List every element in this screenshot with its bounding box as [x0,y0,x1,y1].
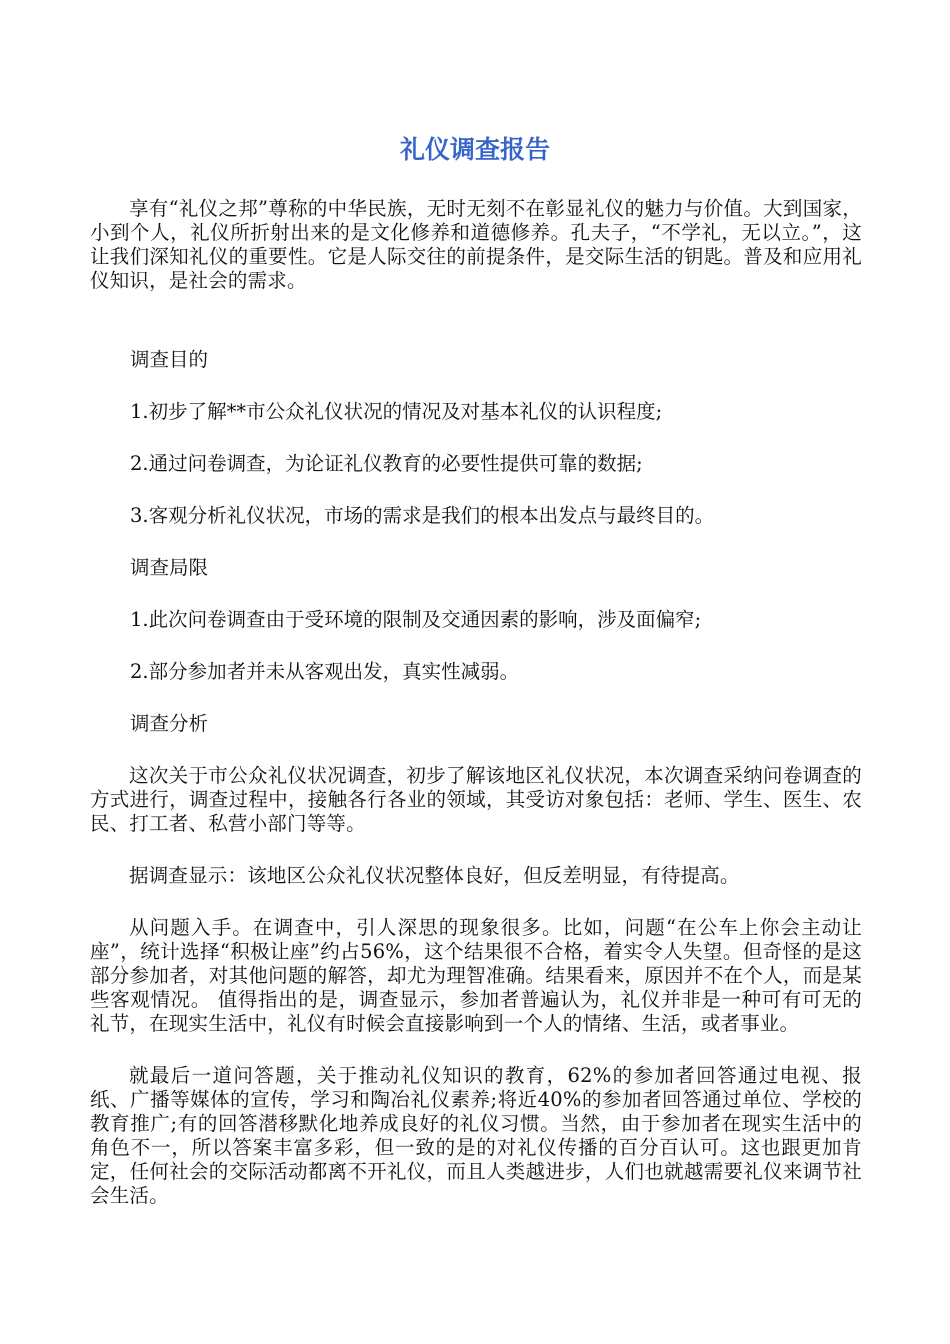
limits-item-1: 1.此次问卷调查由于受环境的限制及交通因素的影响，涉及面偏窄; [130,608,702,631]
purpose-item-3: 3.客观分析礼仪状况，市场的需求是我们的根本出发点与最终目的。 [130,504,715,527]
purpose-item-1: 1.初步了解**市公众礼仪状况的情况及对基本礼仪的认识程度; [130,400,663,423]
analysis-paragraph-4: 就最后一道问答题，关于推动礼仪知识的教育，62%的参加者回答通过电视、报纸、广播等媒体的宣传，学习和陶冶礼仪素养;将近40%的参加者回答通过单位、学校的教育推广;有的回答潜移默化地养成良好的礼仪习惯。当然，由于参加者在现实生活中的角色不一，所以答案丰富多彩，但一致的是的对礼仪传播的百分百认可。这也跟更加肯定，任何社会的交际活动都离不开礼仪，而且人类越进步，人们也就越需要礼仪来调节社会生活。 [90,1064,862,1207]
analysis-paragraph-2: 据调查显示：该地区公众礼仪状况整体良好，但反差明显，有待提高。 [129,864,740,887]
document-body [90,197,862,1208]
analysis-paragraph-1: 这次关于市公众礼仪状况调查，初步了解该地区礼仪状况，本次调查采纳问卷调查的方式进行，调查过程中，接触各行各业的领域，其受访对象包括：老师、学生、医生、农民、打工者、私营小部门等等。 [90,764,862,835]
limits-heading: 调查局限 [130,556,209,579]
purpose-item-2: 2.通过问卷调查，为论证礼仪教育的必要性提供可靠的数据; [130,452,643,475]
analysis-paragraph-3: 从问题入手。在调查中，引人深思的现象很多。比如，问题“在公车上你会主动让座”，统计选择“积极让座”约占56%，这个结果很不合格，着实令人失望。但奇怪的是这部分参加者，对其他问题的解答，却尤为理智准确。结果看来，原因并不在个人，而是某些客观情况。 值得指出的是，调查显示，参加者普遍认为，礼仪并非是一种可有可无的礼节，在现实生活中，礼仪有时候会直接影响到一个人的情绪、生活，或者事业。 [90,916,862,1035]
purpose-heading: 调查目的 [130,348,209,371]
limits-item-2: 2.部分参加者并未从客观出发，真实性减弱。 [130,660,520,683]
document-title: 礼仪调查报告 [399,135,550,164]
analysis-heading: 调查分析 [130,712,209,735]
intro-paragraph: 享有“礼仪之邦”尊称的中华民族，无时无刻不在彰显礼仪的魅力与价值。大到国家，小到个人，礼仪所折射出来的是文化修养和道德修养。孔夫子，“不学礼，无以立。”，这让我们深知礼仪的重要性。它是人际交往的前提条件，是交际生活的钥匙。普及和应用礼仪知识，是社会的需求。 [90,197,862,292]
